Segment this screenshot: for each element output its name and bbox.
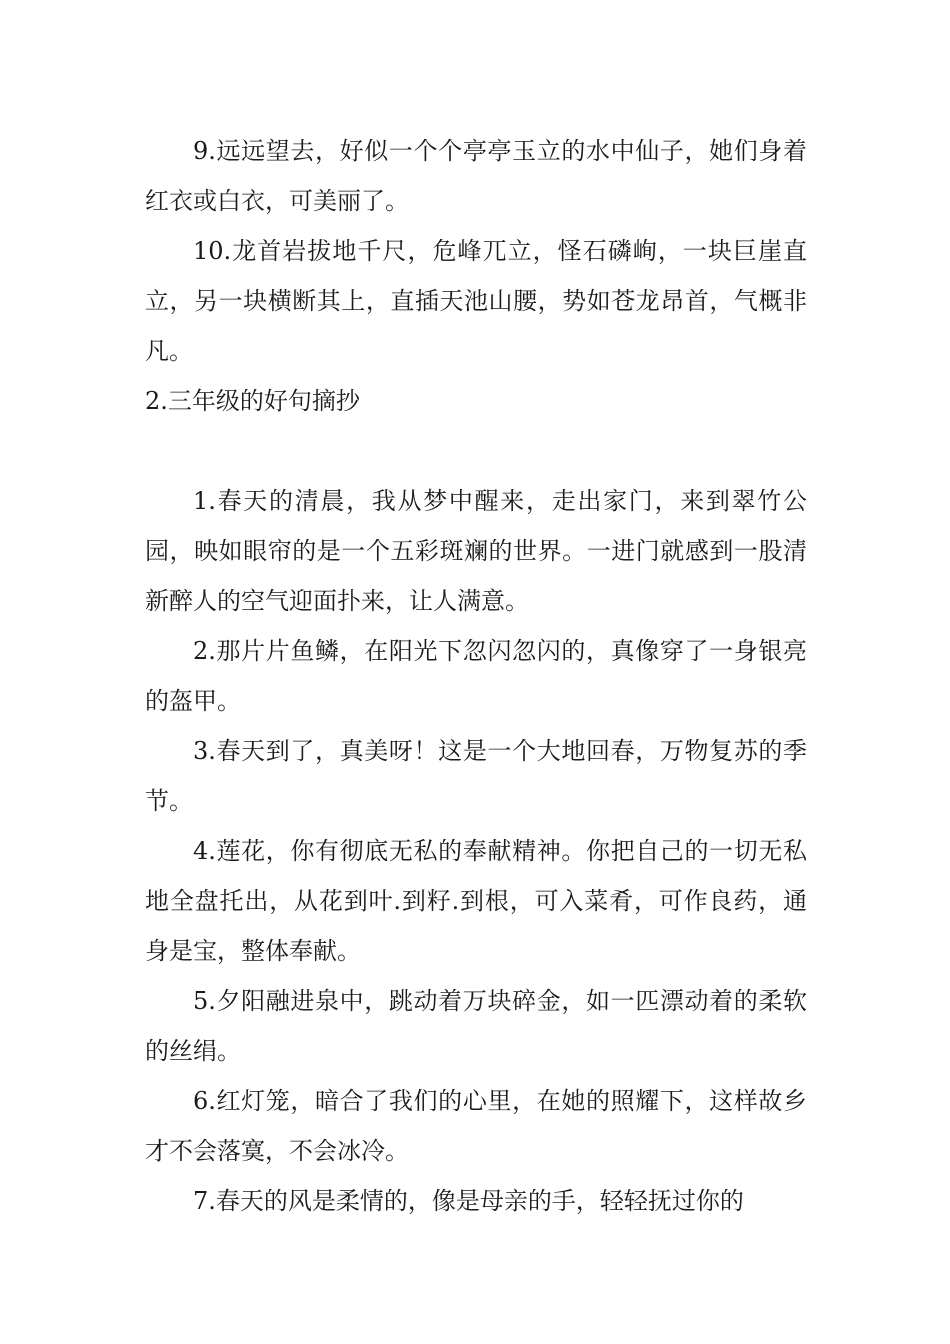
paragraph-2: 2.那片片鱼鳞，在阳光下忽闪忽闪的，真像穿了一身银亮的盔甲。 [145,637,807,715]
paragraph-9: 9.远远望去，好似一个个亭亭玉立的水中仙子，她们身着红衣或白衣，可美丽了。 [145,137,807,215]
paragraph-1: 1.春天的清晨，我从梦中醒来，走出家门，来到翠竹公园，映如眼帘的是一个五彩斑斓的世界。一进门就感到一股清新醉人的空气迎面扑来，让人满意。 [145,487,807,615]
section-heading: 2.三年级的好句摘抄 [145,387,360,415]
section-spacer [145,426,807,476]
paragraph-10: 10.龙首岩拔地千尺，危峰兀立，怪石磷峋，一块巨崖直立，另一块横断其上，直插天池山腰，势如苍龙昂首，气概非凡。 [145,237,807,365]
paragraph-5: 5.夕阳融进泉中，跳动着万块碎金，如一匹漂动着的柔软的丝绢。 [145,987,807,1065]
paragraph-3: 3.春天到了，真美呀！这是一个大地回春，万物复苏的季节。 [145,737,807,815]
document-body [145,126,807,1226]
paragraph-6: 6.红灯笼，暗合了我们的心里，在她的照耀下，这样故乡才不会落寞，不会冰冷。 [145,1087,807,1165]
paragraph-7: 7.春天的风是柔情的，像是母亲的手，轻轻抚过你的 [193,1187,744,1215]
paragraph-4: 4.莲花，你有彻底无私的奉献精神。你把自己的一切无私地全盘托出，从花到叶.到籽.到根，可入菜肴，可作良药，通身是宝，整体奉献。 [145,837,807,965]
